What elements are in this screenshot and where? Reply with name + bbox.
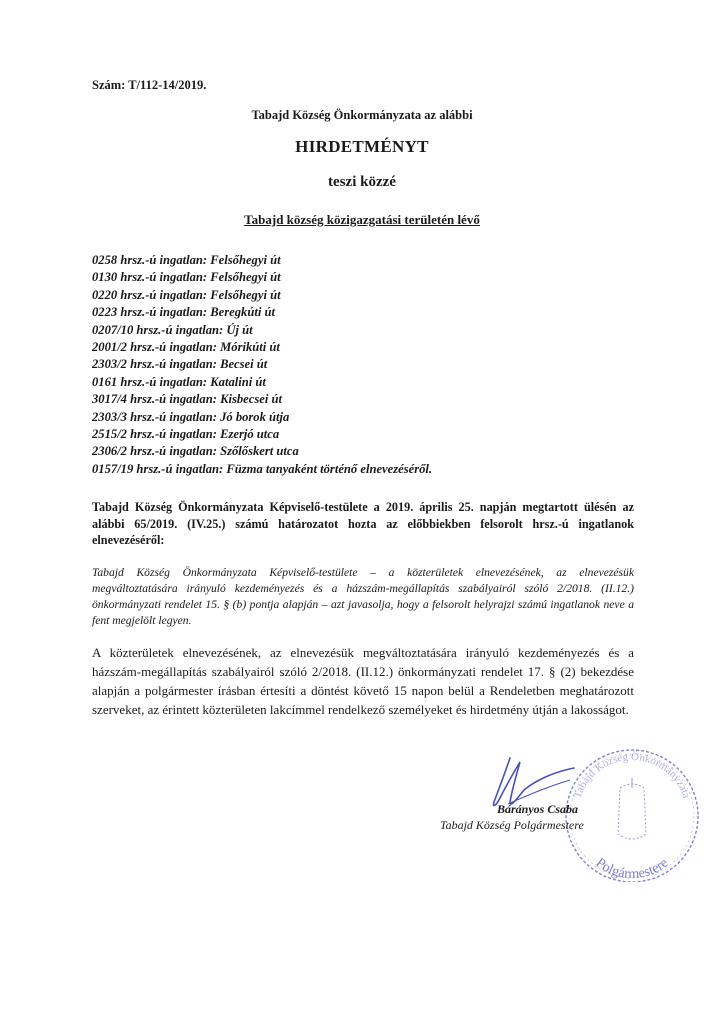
reference-number: Szám: T/112-14/2019. <box>92 78 207 92</box>
svg-text:Tabajd Község Önkormányzata: Tabajd Község Önkormányzata <box>571 750 693 800</box>
page-title: HIRDETMÉNYT <box>295 137 429 156</box>
intro-line: Tabajd Község Önkormányzata az alábbi <box>251 108 473 122</box>
list-item: 0207/10 hrsz.-ú ingatlan: Új út <box>92 322 253 337</box>
scope-heading: Tabajd község közigazgatási területén lévő <box>244 212 480 227</box>
list-item: 0223 hrsz.-ú ingatlan: Beregkúti út <box>92 305 276 320</box>
list-item: 2001/2 hrsz.-ú ingatlan: Mórikúti út <box>92 340 280 355</box>
notice-paragraph: A közterületek elnevezésének, az elnevezésük megváltoztatására irányuló kezdeményezés és a házszám-megállapítás szabályairól szóló 2/2018. (II.12.) önkormányzati rendelet 17. § (2) bekezdése alapján a polgármester írásban értesíti a döntést követő 15 napon belül a Rendeletben meghatározott szerveket, az érintett közterületen lakcímmel rendelkező személyeket és hirdetmény útján a lakosságot. <box>92 645 634 717</box>
subtitle: teszi közzé <box>328 174 396 190</box>
list-item: 0258 hrsz.-ú ingatlan: Felsőhegyi út <box>92 253 281 267</box>
list-item: 0157/19 hrsz.-ú ingatlan: Füzma tanyaként történő elnevezéséről. <box>92 461 433 476</box>
list-item: 0130 hrsz.-ú ingatlan: Felsőhegyi út <box>92 270 281 285</box>
list-item: 2515/2 hrsz.-ú ingatlan: Ezerjó utca <box>92 427 280 442</box>
property-list <box>92 252 432 478</box>
list-item: 2306/2 hrsz.-ú ingatlan: Szőlőskert utca <box>92 444 299 459</box>
signatory-title: Tabajd Község Polgármestere <box>440 818 584 832</box>
list-item: 2303/3 hrsz.-ú ingatlan: Jó borok útja <box>92 409 290 424</box>
signatory-name: Bárányos Csaba <box>497 802 579 816</box>
svg-text:Polgármestere: Polgármestere <box>592 855 672 882</box>
list-item: 3017/4 hrsz.-ú ingatlan: Kisbecsei út <box>92 392 282 407</box>
list-item: 2303/2 hrsz.-ú ingatlan: Becsei út <box>92 357 268 372</box>
resolution-quote: Tabajd Község Önkormányzata Képviselő-testülete – a közterületek elnevezésének, az elnevezésük megváltoztatására irányuló kezdeményezés és a házszám-megállapítás szabályairól szóló 2/2018. (II.12.) önkormányzati rendelet 15. § (b) pontja alapján – azt javasolja, hogy a felsorolt helyrajzi számú ingatlanok neve a fent megjelölt legyen. <box>92 566 634 627</box>
list-item: 0220 hrsz.-ú ingatlan: Felsőhegyi út <box>92 287 281 302</box>
list-item: 0161 hrsz.-ú ingatlan: Katalini út <box>92 374 266 389</box>
decision-paragraph: Tabajd Község Önkormányzata Képviselő-testülete a 2019. április 25. napján megtartott ülésén az alábbi 65/2019. (IV.25.) számú határozatot hozta az előbbiekben felsorolt hrsz.-ú ingatlanok elnevezéséről: <box>92 500 634 547</box>
